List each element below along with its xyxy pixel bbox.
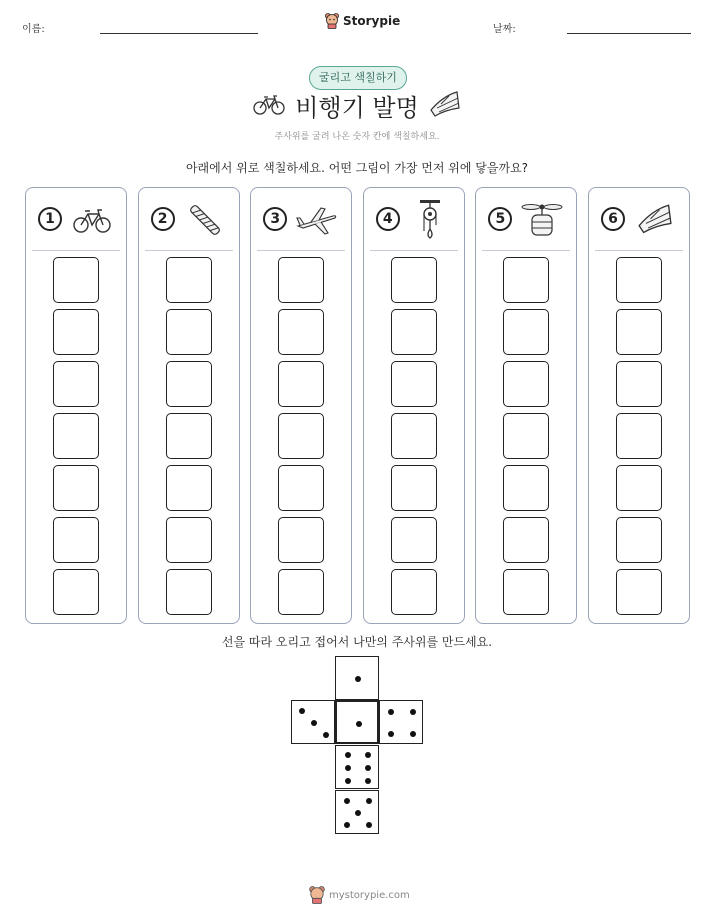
- color-cell[interactable]: [391, 517, 437, 563]
- die-pip: [355, 810, 361, 816]
- color-cell[interactable]: [503, 309, 549, 355]
- color-cell[interactable]: [391, 569, 437, 615]
- color-cell[interactable]: [616, 257, 662, 303]
- die-pip: [344, 822, 350, 828]
- instruction: 아래에서 위로 색칠하세요. 어떤 그림이 가장 먼저 위에 닿을까요?: [185, 161, 529, 175]
- activity-badge: 굴리고 색칠하기: [309, 66, 407, 90]
- brand-name: Storypie: [343, 14, 401, 28]
- color-cell[interactable]: [53, 569, 99, 615]
- bicycle-icon: [68, 200, 116, 240]
- column-divider: [595, 250, 683, 251]
- color-cell[interactable]: [166, 413, 212, 459]
- footer-url[interactable]: mystorypie.com: [329, 889, 410, 901]
- bear-logo-icon: [325, 13, 339, 29]
- color-cell[interactable]: [53, 465, 99, 511]
- die-pip: [355, 676, 361, 682]
- column-number: 3: [263, 207, 287, 231]
- color-cell[interactable]: [166, 569, 212, 615]
- color-cell[interactable]: [278, 257, 324, 303]
- color-cell[interactable]: [278, 309, 324, 355]
- color-cell[interactable]: [616, 569, 662, 615]
- wing-sail-icon: [429, 90, 461, 120]
- die-pip: [388, 731, 394, 737]
- color-cell[interactable]: [391, 361, 437, 407]
- airplane-icon: [293, 200, 341, 240]
- color-cell[interactable]: [166, 517, 212, 563]
- color-column-1: [25, 187, 127, 624]
- bicycle-icon: [253, 94, 285, 116]
- color-cell[interactable]: [53, 309, 99, 355]
- brand-logo: [325, 13, 400, 29]
- color-cell[interactable]: [503, 413, 549, 459]
- color-column-2: [138, 187, 240, 624]
- die-pip: [345, 778, 351, 784]
- color-cell[interactable]: [53, 257, 99, 303]
- color-cell[interactable]: [391, 309, 437, 355]
- color-cell[interactable]: [53, 413, 99, 459]
- name-line[interactable]: [100, 33, 258, 34]
- color-column-4: [363, 187, 465, 624]
- page-title: 비행기 발명: [295, 94, 419, 122]
- color-cell[interactable]: [391, 257, 437, 303]
- column-number: 6: [601, 207, 625, 231]
- date-label: 날짜:: [493, 24, 516, 35]
- name-label: 이름:: [22, 24, 45, 35]
- die-pip: [366, 822, 372, 828]
- die-pip: [344, 798, 350, 804]
- color-cell[interactable]: [616, 309, 662, 355]
- color-cell[interactable]: [391, 465, 437, 511]
- die-face-below-1: [335, 745, 379, 789]
- color-cell[interactable]: [53, 361, 99, 407]
- color-cell[interactable]: [503, 465, 549, 511]
- column-divider: [482, 250, 570, 251]
- color-cell[interactable]: [503, 361, 549, 407]
- column-number: 1: [38, 207, 62, 231]
- column-divider: [145, 250, 233, 251]
- color-cell[interactable]: [278, 517, 324, 563]
- column-divider: [32, 250, 120, 251]
- color-cell[interactable]: [503, 517, 549, 563]
- die-face-below-2: [335, 790, 379, 834]
- propeller-engine-icon: [518, 200, 566, 240]
- die-pip: [356, 721, 362, 727]
- color-cell[interactable]: [616, 413, 662, 459]
- color-cell[interactable]: [53, 517, 99, 563]
- color-cell[interactable]: [503, 569, 549, 615]
- color-cell[interactable]: [616, 517, 662, 563]
- die-pip: [388, 709, 394, 715]
- die-pip: [345, 765, 351, 771]
- footer: [309, 886, 410, 904]
- column-number: 4: [376, 207, 400, 231]
- die-pip: [323, 732, 329, 738]
- wing-sail-icon: [631, 200, 679, 240]
- pulley-icon: [406, 200, 454, 240]
- die-face-center: [335, 700, 379, 744]
- die-face-top: [335, 656, 379, 700]
- color-cell[interactable]: [391, 413, 437, 459]
- die-face-left: [291, 700, 335, 744]
- column-number: 5: [488, 207, 512, 231]
- column-divider: [257, 250, 345, 251]
- die-pip: [410, 709, 416, 715]
- column-divider: [370, 250, 458, 251]
- color-column-6: [588, 187, 690, 624]
- dice-instruction: 선을 따라 오리고 접어서 나만의 주사위를 만드세요.: [221, 635, 493, 649]
- die-pip: [410, 731, 416, 737]
- color-cell[interactable]: [166, 465, 212, 511]
- die-pip: [311, 720, 317, 726]
- color-cell[interactable]: [616, 465, 662, 511]
- color-cell[interactable]: [503, 257, 549, 303]
- color-cell[interactable]: [278, 361, 324, 407]
- die-face-right: [379, 700, 423, 744]
- color-cell[interactable]: [166, 309, 212, 355]
- color-column-3: [250, 187, 352, 624]
- color-cell[interactable]: [278, 569, 324, 615]
- die-pip: [366, 798, 372, 804]
- die-pip: [345, 752, 351, 758]
- subtitle: 주사위를 굴려 나온 숫자 칸에 색칠하세요.: [274, 132, 440, 142]
- bear-logo-icon: [309, 886, 325, 904]
- color-cell[interactable]: [166, 257, 212, 303]
- color-cell[interactable]: [278, 413, 324, 459]
- color-cell[interactable]: [278, 465, 324, 511]
- color-cell[interactable]: [616, 361, 662, 407]
- die-pip: [365, 752, 371, 758]
- die-pip: [299, 708, 305, 714]
- date-line[interactable]: [567, 33, 691, 34]
- column-number: 2: [151, 207, 175, 231]
- die-pip: [365, 778, 371, 784]
- die-pip: [365, 765, 371, 771]
- color-cell[interactable]: [166, 361, 212, 407]
- color-column-5: [475, 187, 577, 624]
- rope-icon: [181, 200, 229, 240]
